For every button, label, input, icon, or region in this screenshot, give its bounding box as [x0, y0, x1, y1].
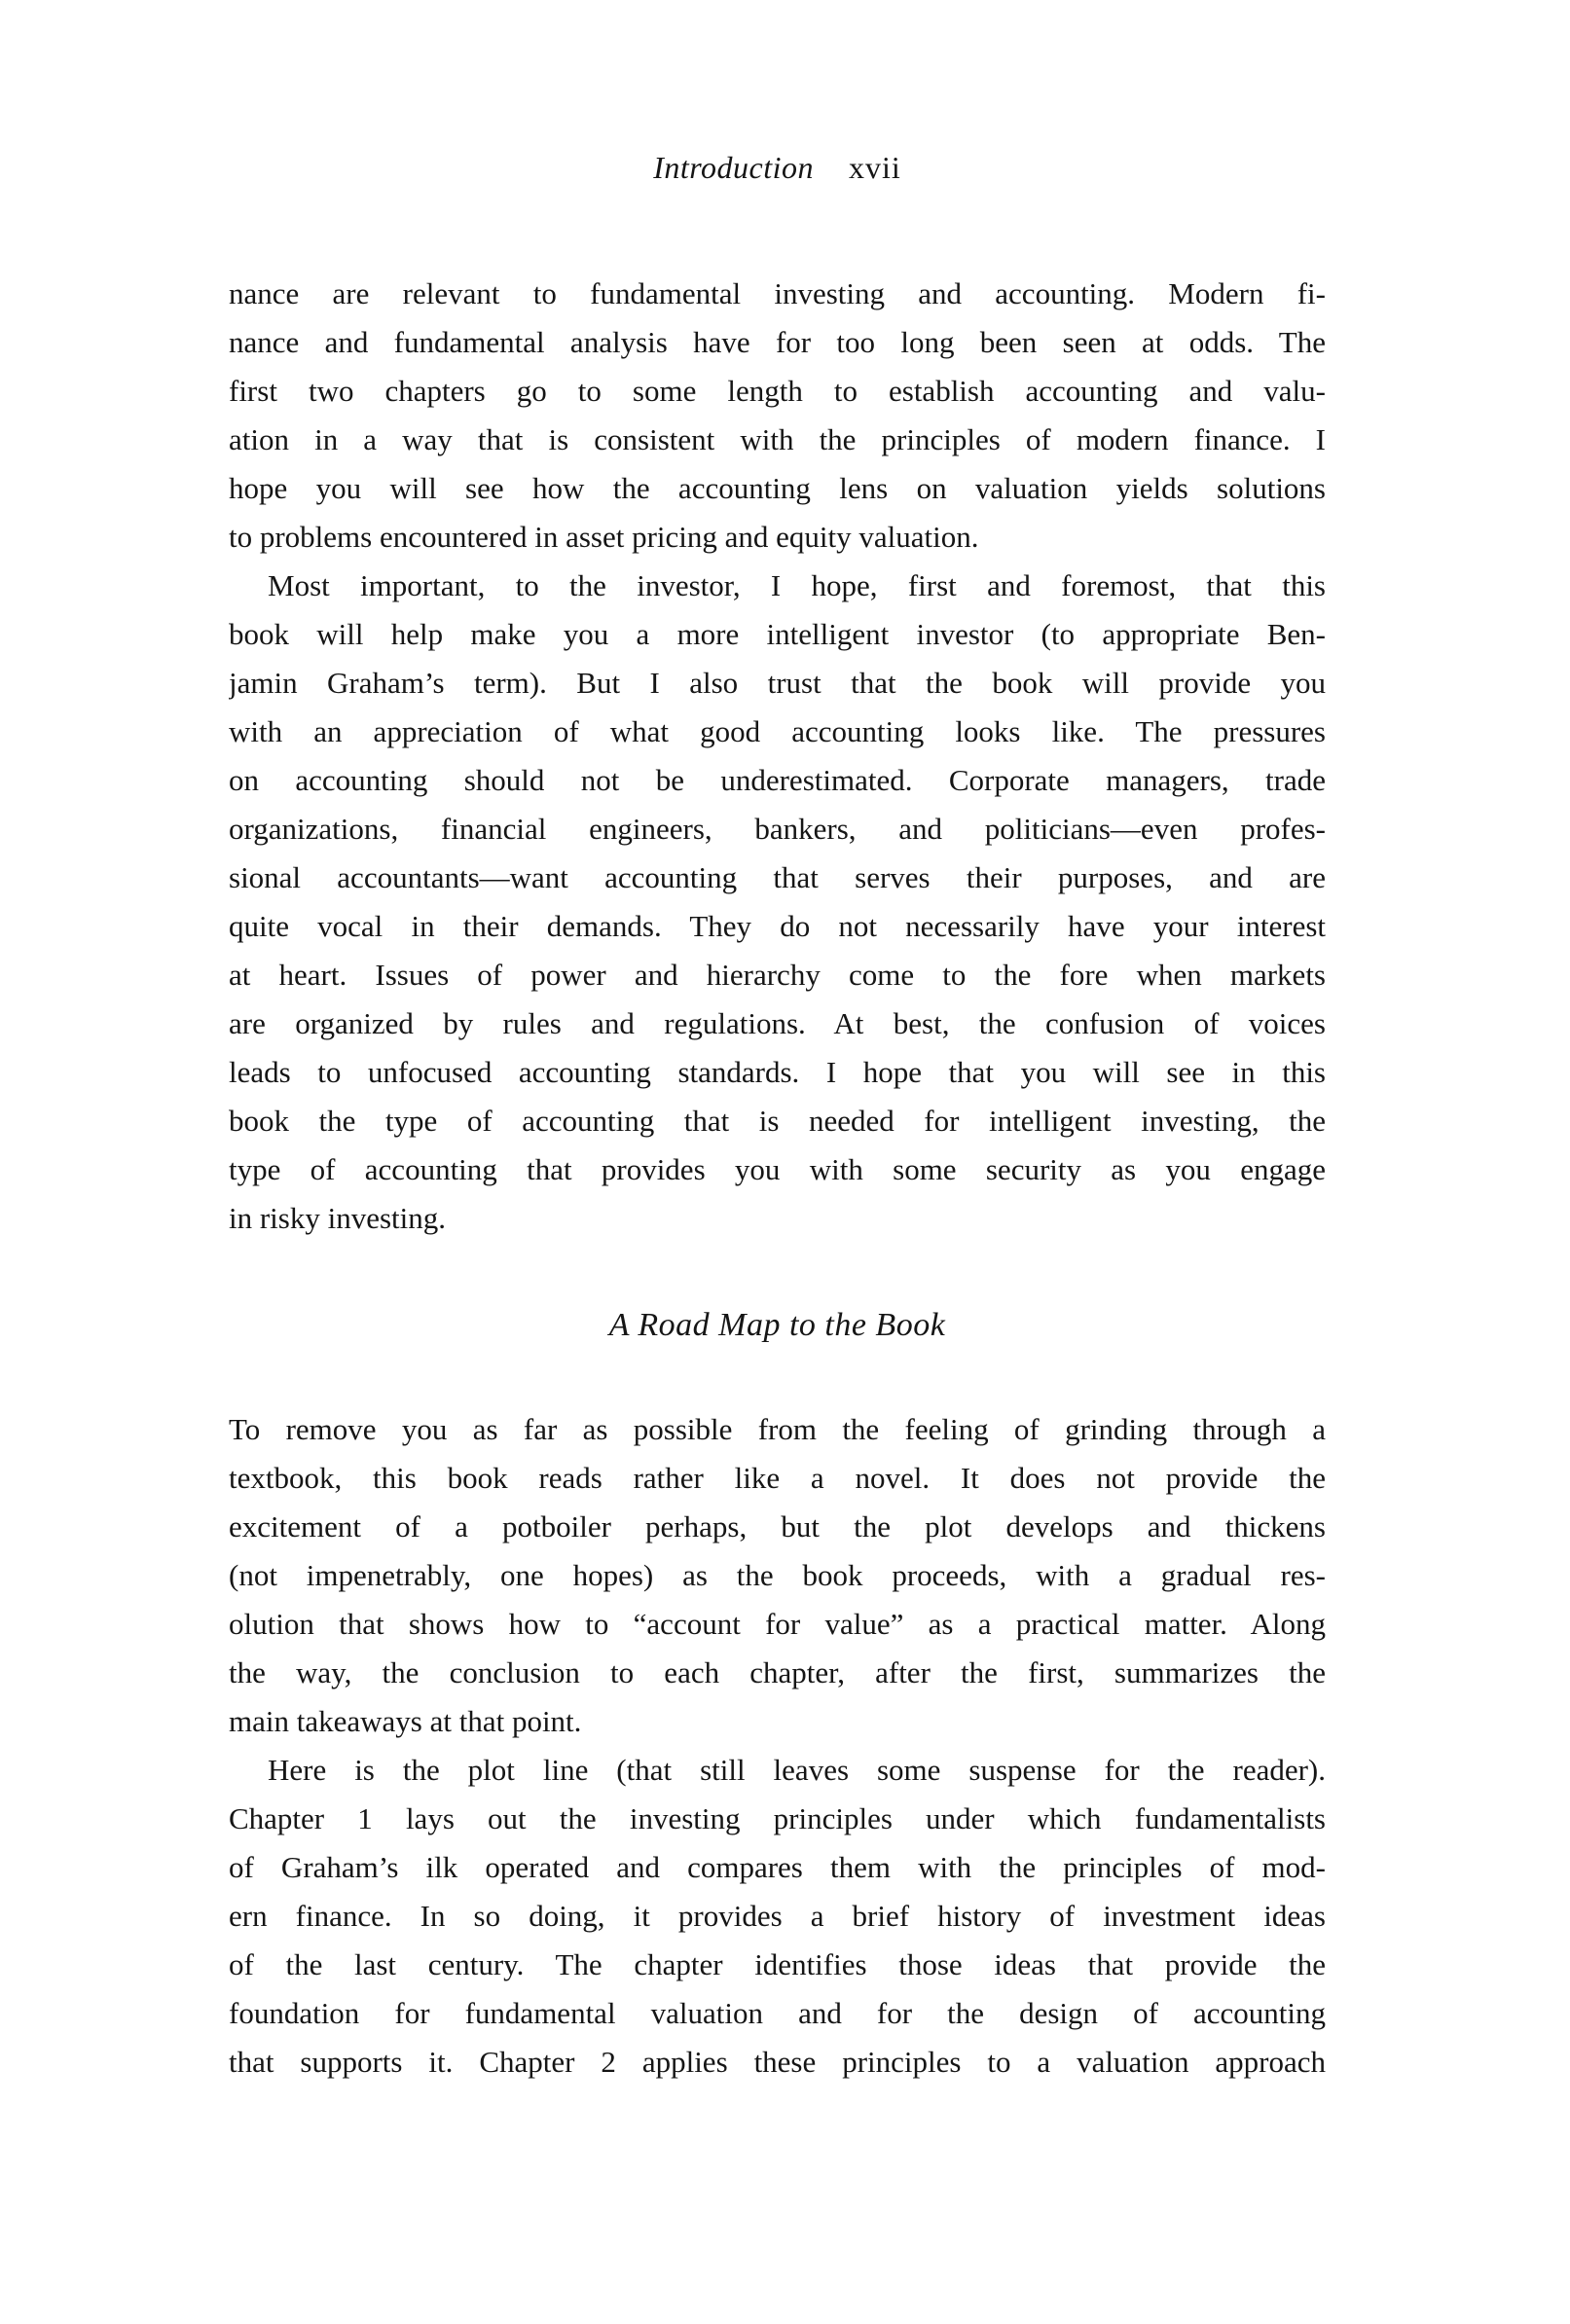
- paragraph: [229, 562, 1326, 1243]
- text-line: book the type of accounting that is needed for intelligent investing, the: [229, 1104, 1326, 1138]
- text-line: are organized by rules and regulations. At best, the confusion of voices: [229, 1006, 1326, 1040]
- text-line: foundation for fundamental valuation and for the design of accounting: [229, 1996, 1326, 2030]
- page-content: [229, 270, 1326, 2087]
- text-line: Here is the plot line (that still leaves some suspense for the reader).: [268, 1753, 1326, 1787]
- text-line: olution that shows how to “account for value” as a practical matter. Along: [229, 1607, 1326, 1641]
- text-line: nance are relevant to fundamental investing and accounting. Modern fi-: [229, 276, 1326, 310]
- text-line: quite vocal in their demands. They do not necessarily have your interest: [229, 909, 1326, 943]
- text-line: textbook, this book reads rather like a novel. It does not provide the: [229, 1461, 1326, 1495]
- text-line: ation in a way that is consistent with the principles of modern finance. I: [229, 422, 1326, 456]
- text-line: Chapter 1 lays out the investing principles under which fundamentalists: [229, 1801, 1326, 1835]
- text-line: hope you will see how the accounting lens on valuation yields solutions: [229, 471, 1326, 505]
- text-line: ern finance. In so doing, it provides a brief history of investment ideas: [229, 1899, 1326, 1933]
- page-number: xvii: [849, 150, 901, 185]
- running-head-title: Introduction: [653, 150, 814, 185]
- text-line: jamin Graham’s term). But I also trust that the book will provide you: [229, 666, 1326, 700]
- text-line: sional accountants—want accounting that serves their purposes, and are: [229, 860, 1326, 894]
- text-line: on accounting should not be underestimated. Corporate managers, trade: [229, 763, 1326, 797]
- text-line: to problems encountered in asset pricing and equity valuation.: [229, 520, 979, 554]
- text-line: organizations, financial engineers, bankers, and politicians—even profes-: [229, 812, 1326, 846]
- text-line: To remove you as far as possible from the feeling of grinding through a: [229, 1412, 1326, 1446]
- paragraph: [229, 1746, 1326, 2087]
- text-line: book will help make you a more intelligent investor (to appropriate Ben-: [229, 617, 1326, 651]
- text-line: (not impenetrably, one hopes) as the book proceeds, with a gradual res-: [229, 1558, 1326, 1592]
- text-line: leads to unfocused accounting standards. I hope that you will see in this: [229, 1055, 1326, 1089]
- text-line: of the last century. The chapter identifies those ideas that provide the: [229, 1947, 1326, 1981]
- text-line: first two chapters go to some length to establish accounting and valu-: [229, 374, 1326, 408]
- text-line: main takeaways at that point.: [229, 1704, 582, 1738]
- text-line: Most important, to the investor, I hope, first and foremost, that this: [268, 568, 1326, 602]
- text-line: with an appreciation of what good accounting looks like. The pressures: [229, 714, 1326, 748]
- section-heading: A Road Map to the Book: [608, 1307, 946, 1343]
- paragraph: [229, 1405, 1326, 1746]
- text-line: in risky investing.: [229, 1201, 447, 1235]
- text-line: type of accounting that provides you with some security as you engage: [229, 1152, 1326, 1186]
- paragraph: [229, 270, 1326, 562]
- running-head: [229, 149, 1326, 186]
- text-line: of Graham’s ilk operated and compares them with the principles of mod-: [229, 1850, 1326, 1884]
- text-line: that supports it. Chapter 2 applies these principles to a valuation approach: [229, 2045, 1326, 2079]
- text-line: the way, the conclusion to each chapter, after the first, summarizes the: [229, 1655, 1326, 1689]
- text-line: nance and fundamental analysis have for too long been seen at odds. The: [229, 325, 1326, 359]
- text-line: excitement of a potboiler perhaps, but the plot develops and thickens: [229, 1509, 1326, 1543]
- text-line: at heart. Issues of power and hierarchy come to the fore when markets: [229, 958, 1326, 992]
